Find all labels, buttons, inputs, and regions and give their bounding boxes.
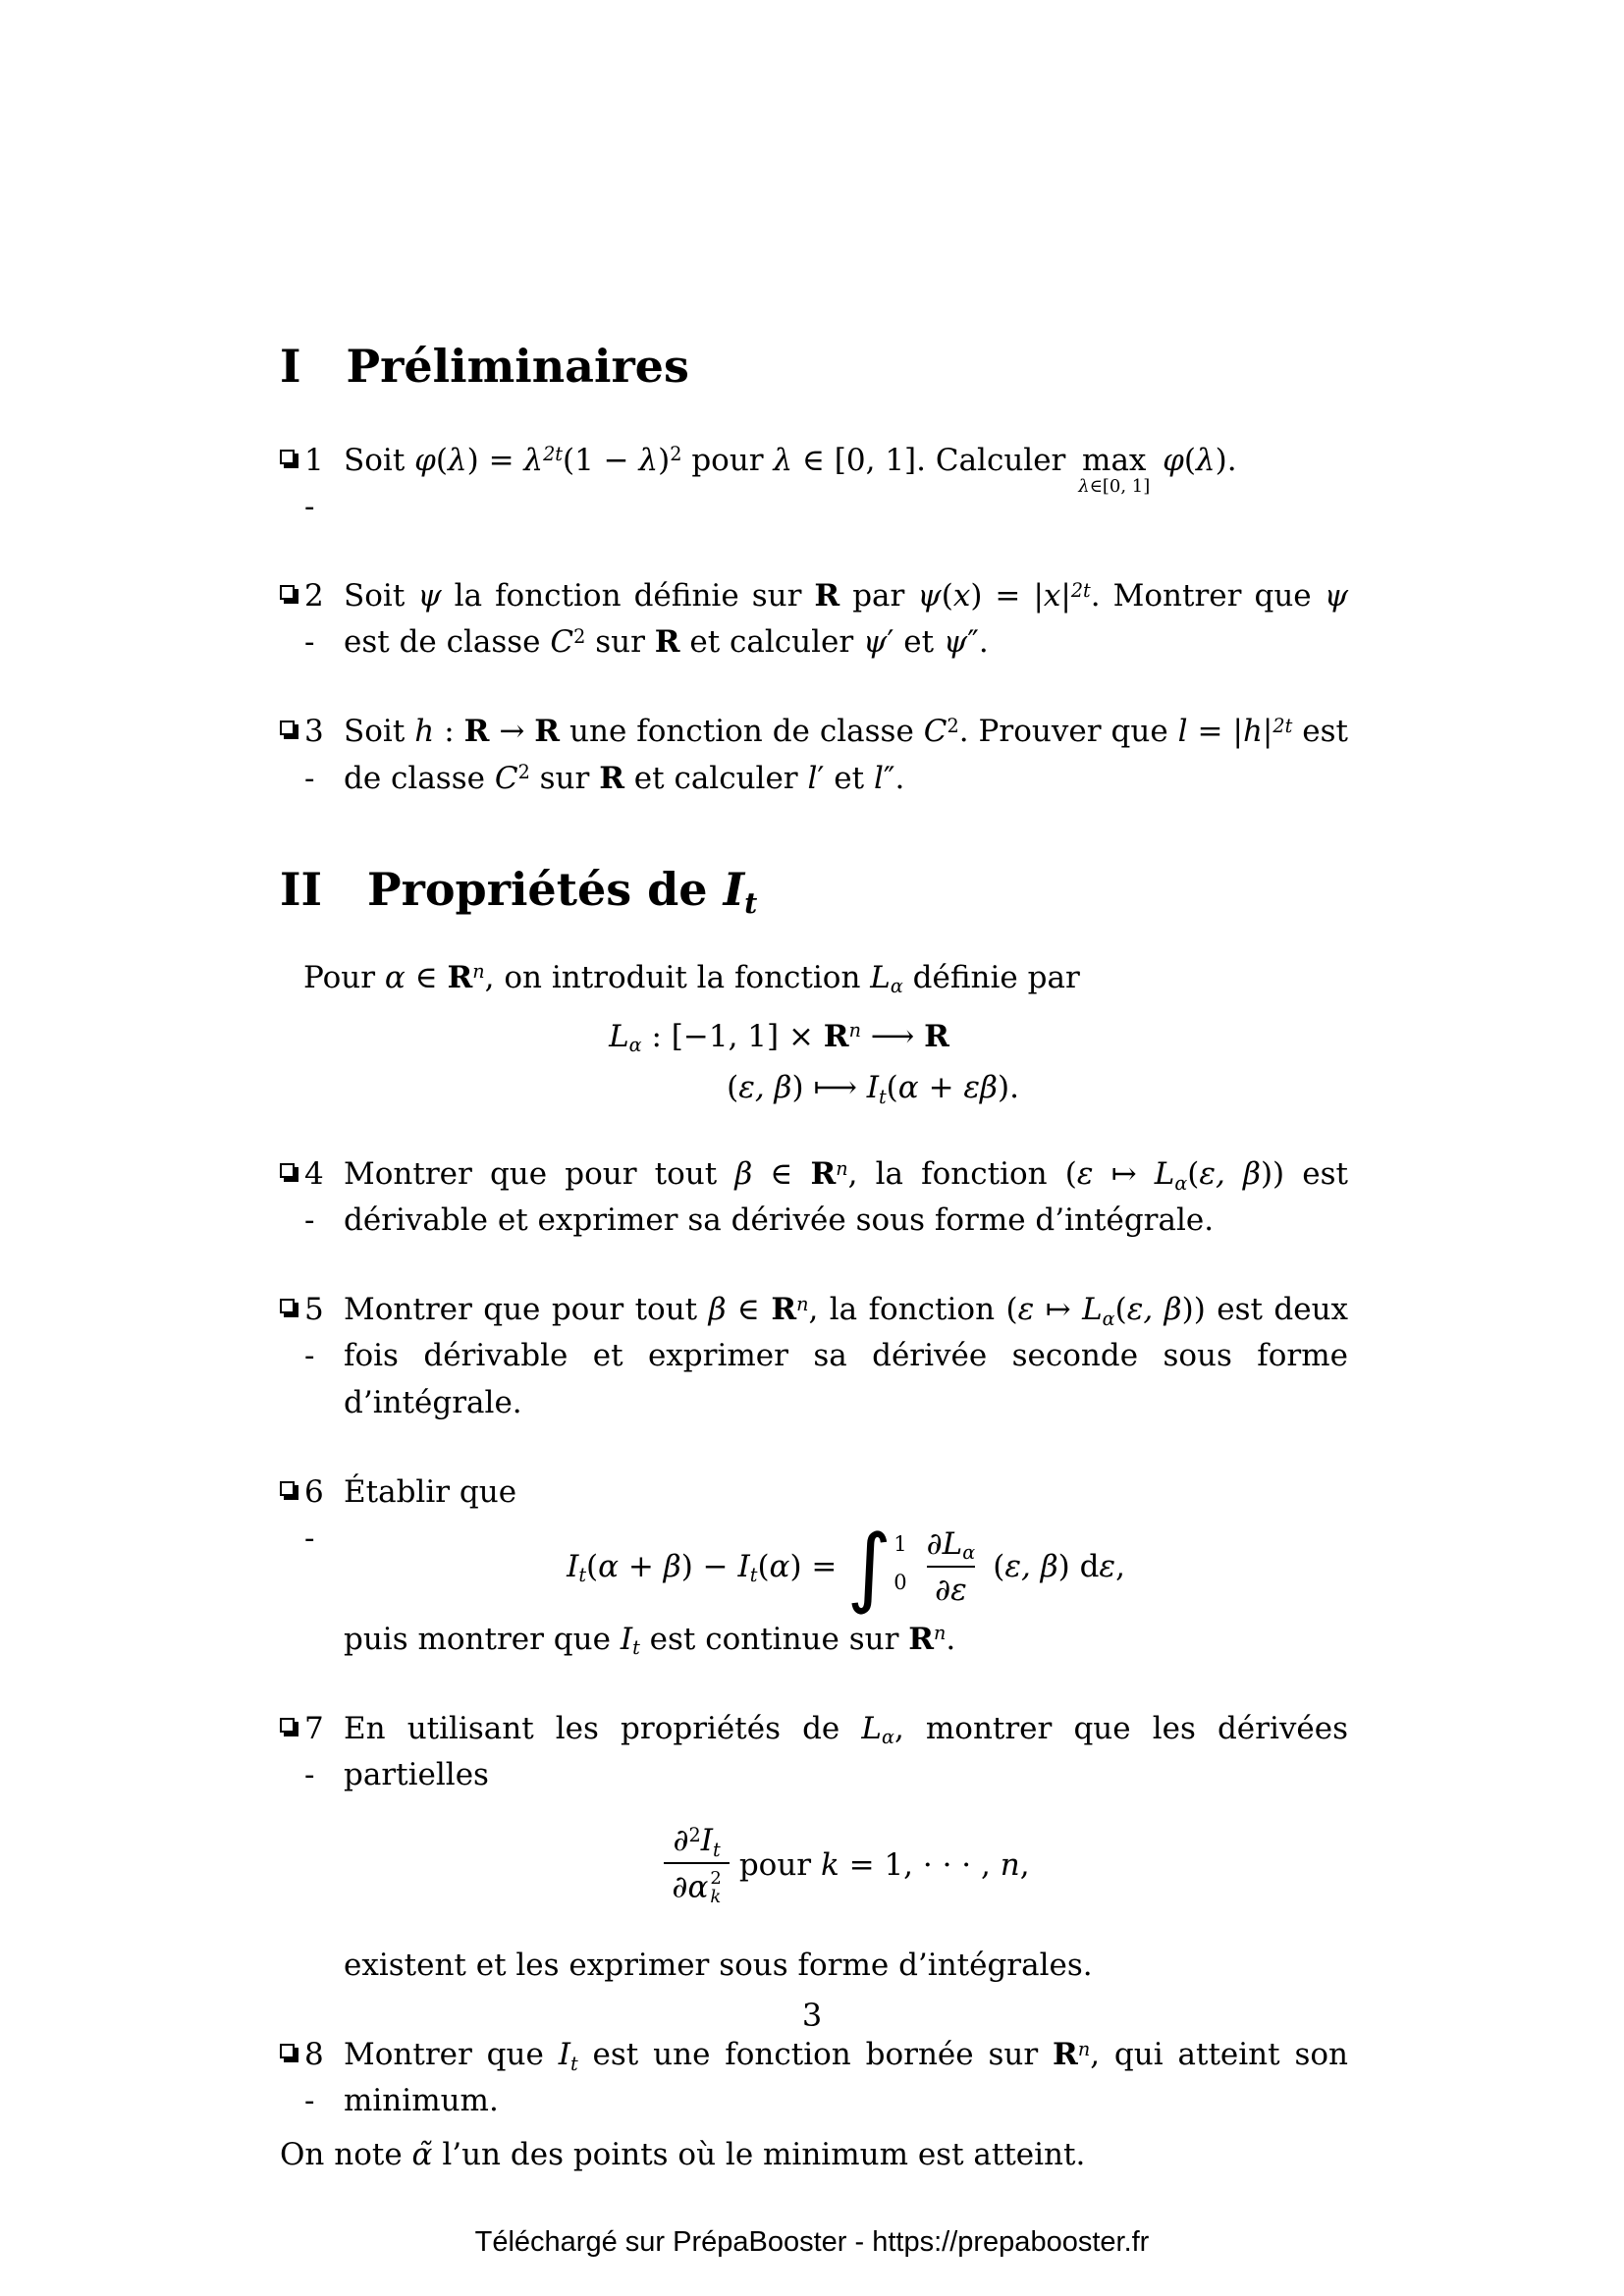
square-bullet-icon (280, 2044, 295, 2058)
question-4-number: 4 - (304, 1156, 324, 1239)
max-limits: λ∈[0, 1] (1078, 476, 1151, 497)
square-bullet-icon (280, 450, 295, 464)
question-1-text-pre: Soit $\varphi(\lambda) = \lambda^{2t}(1 - \lambda)^2$ pour λ ∈ [0, 1]. Calculer (344, 443, 1076, 478)
equation-tail: pour k = 1, · · · , n, (738, 1847, 1030, 1884)
question-5-text: Montrer que pour tout β ∈ $R^n$, la fonction (ε ↦ Lα(ε, β)) est deux fois dérivable et exprimer sa dérivée seconde sous forme d’intégrale. (344, 1292, 1349, 1420)
question-7-number: 7 - (304, 1711, 324, 1793)
question-2-number: 2 - (304, 578, 324, 661)
question-6-number: 6 - (304, 1473, 324, 1556)
question-1-text (344, 438, 1348, 530)
fraction-denominator (664, 1862, 729, 1907)
denominator-base: ∂α (672, 1869, 709, 1905)
fraction (919, 1527, 984, 1607)
question-5 (280, 1287, 1348, 1425)
question-6 (280, 1469, 1348, 1663)
question-6-text (344, 1469, 1348, 1663)
section-1-number: I (280, 340, 301, 393)
section-1-title: Préliminaires (346, 340, 689, 393)
question-1 (280, 438, 1348, 530)
section-2-intro: Pour α ∈ $R^n$, on introduit la fonction Lα définie par (303, 959, 1080, 998)
footer-text: Téléchargé sur PrépaBooster - https://prepabooster.fr (474, 2226, 1150, 2258)
integral-sign: ∫ (846, 1515, 893, 1617)
fraction-numerator: ∂Lα (926, 1525, 976, 1565)
script-sub: k (710, 1887, 722, 1908)
integral-limits (892, 1527, 906, 1607)
question-1-number: 1 - (304, 443, 324, 525)
equation-rhs: (ε, β) dε, (993, 1548, 1125, 1584)
integral-lower-limit: 0 (893, 1570, 907, 1594)
square-bullet-icon (280, 1163, 295, 1178)
definition-equation (609, 1011, 1019, 1114)
section-1-heading (280, 340, 1348, 393)
integral-icon (846, 1515, 907, 1617)
section-2-number: II (280, 862, 323, 916)
question-3-text: Soit h : R → R une fonction de classe $C^2$. Prouver que $l = |h|^{2t}$ est de classe $C^2$ sur R et calculer l′ et l″. (344, 714, 1348, 796)
question-6-equation (344, 1515, 1348, 1617)
square-bullet-icon (280, 1718, 295, 1733)
page-number: 3 (801, 1997, 823, 2034)
question-4-text: Montrer que pour tout β ∈ $R^n$, la fonction (ε ↦ Lα(ε, β)) est dérivable et exprimer sa dérivée sous forme d’intégrale. (344, 1156, 1349, 1239)
question-7-equation (344, 1824, 1348, 1907)
minimum-note: On note α̃ l’un des points où le minimum est atteint. (280, 2137, 1086, 2173)
script-sup: 2 (710, 1868, 722, 1890)
question-2 (280, 573, 1348, 666)
question-6-outro: puis montrer que It est continue sur $R^n$. (344, 1621, 956, 1660)
stacked-scripts (710, 1870, 721, 1907)
question-8-number: 8 - (304, 2037, 324, 2119)
square-bullet-icon (280, 721, 295, 735)
section-2-title: Propriétés de It (367, 862, 758, 920)
document-content (280, 340, 1348, 2179)
question-7-intro: En utilisant les propriétés de Lα, montrer que les dérivées partielles (344, 1711, 1348, 1793)
question-2-text: Soit ψ la fonction définie sur R par $\psi(x) = |x|^{2t}$. Montrer que ψ est de classe $C^2$ sur R et calculer ψ′ et ψ″. (344, 578, 1348, 661)
fraction-denominator: ∂ε (927, 1566, 975, 1607)
square-bullet-icon (280, 585, 295, 600)
max-operator (1078, 443, 1151, 498)
question-7-text (344, 1706, 1348, 1989)
question-7 (280, 1706, 1348, 1989)
equation-lhs: It(α + β) − It(α) = (567, 1548, 838, 1587)
definition-equation-line1: Lα : [−1, $1] \times R^n$ ⟶ R (609, 1018, 949, 1057)
question-4 (280, 1151, 1348, 1244)
question-1-text-post: φ(λ). (1163, 443, 1237, 478)
question-8-text: Montrer que It est une fonction bornée sur $R^n$, qui atteint son minimum. (344, 2037, 1348, 2119)
question-8 (280, 2032, 1348, 2124)
integral-upper-limit: 1 (893, 1531, 907, 1556)
square-bullet-icon (280, 1299, 295, 1313)
question-3-number: 3 - (304, 714, 324, 796)
question-7-outro: existent et les exprimer sous forme d’intégrales. (344, 1948, 1093, 1984)
square-bullet-icon (280, 1481, 295, 1496)
question-5-number: 5 - (304, 1292, 324, 1374)
fraction-numerator: ∂$^2$It (673, 1823, 721, 1861)
section-2-heading (280, 862, 1348, 920)
question-6-intro: Établir que (344, 1473, 517, 1510)
fraction (664, 1824, 729, 1907)
question-3 (280, 709, 1348, 801)
definition-equation-line2: (ε, β) ⟼ It(α + εβ). (727, 1070, 1019, 1108)
max-label: max (1082, 443, 1147, 478)
